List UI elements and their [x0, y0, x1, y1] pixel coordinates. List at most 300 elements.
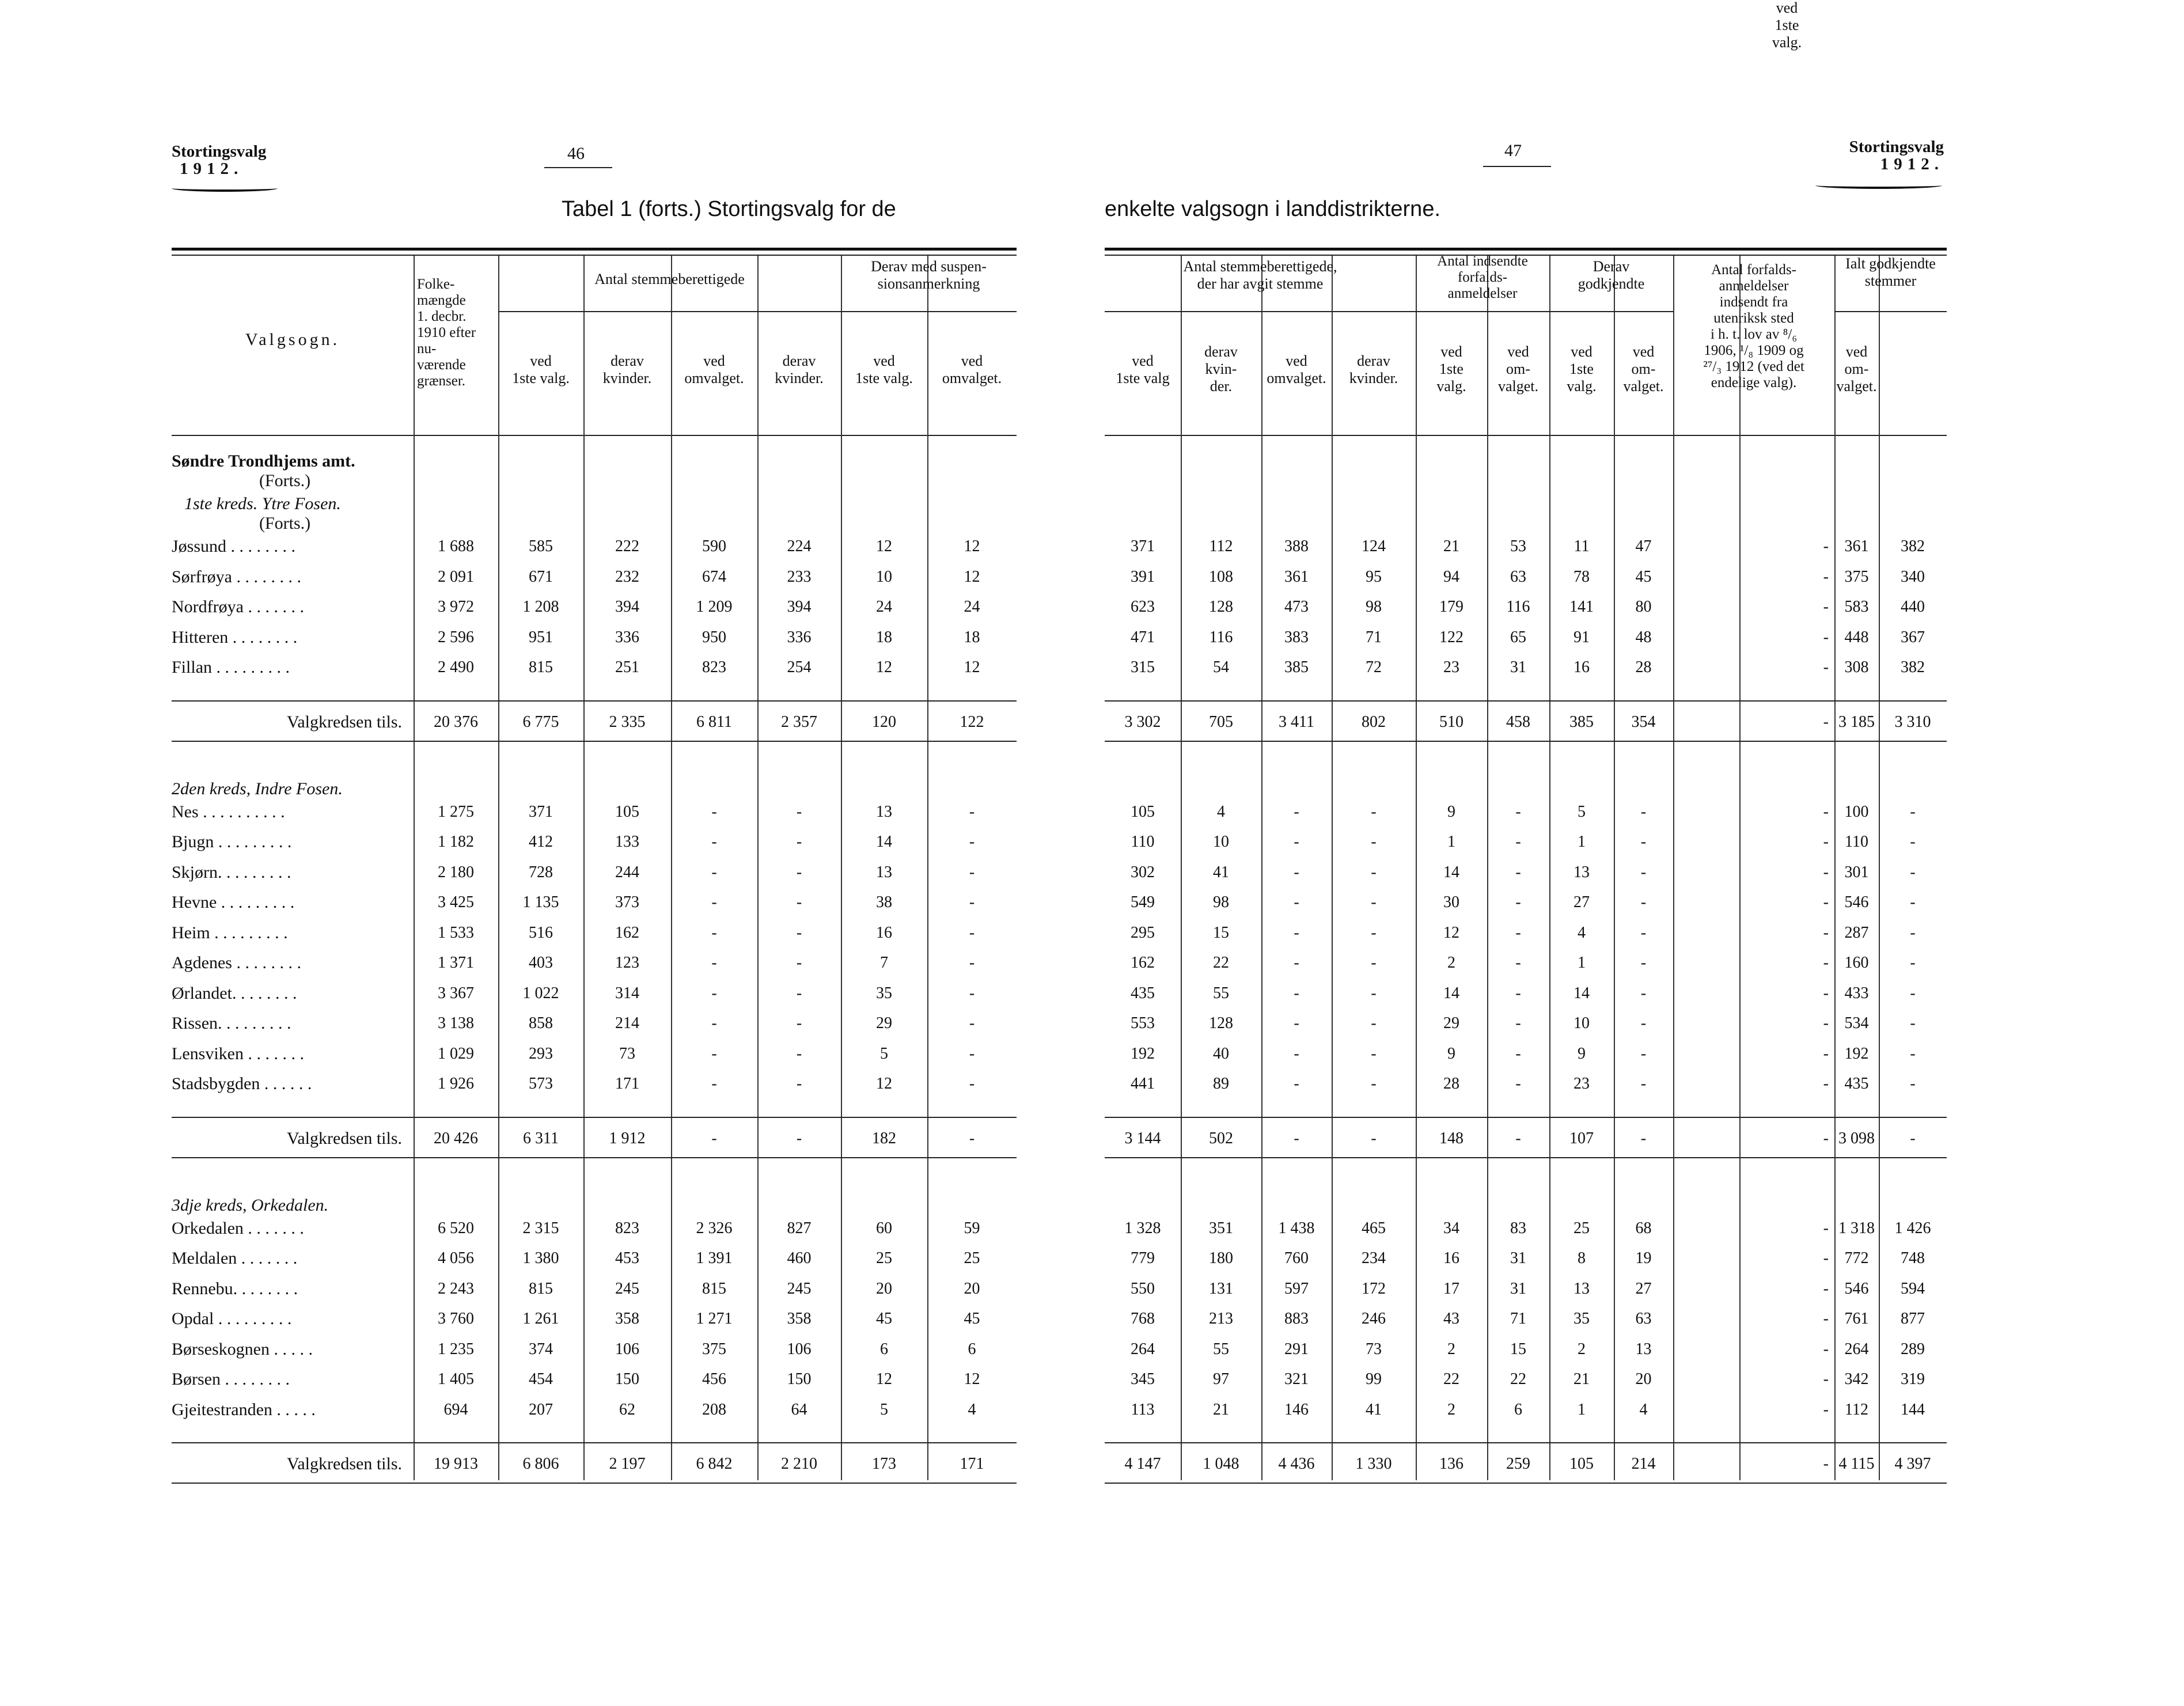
cell-left: 35: [876, 984, 892, 1002]
cell-right: 510: [1439, 712, 1463, 731]
cell-left: 62: [619, 1400, 635, 1419]
cell-left: 1 275: [438, 802, 474, 821]
section-end-rule-right: [1105, 741, 1947, 742]
cell-right: -: [1910, 893, 1916, 911]
cell-right: 144: [1901, 1400, 1925, 1419]
section-title: 2den kreds, Indre Fosen.: [172, 779, 343, 798]
cell-right: 264: [1131, 1340, 1155, 1358]
cell-right: 107: [1569, 1129, 1594, 1147]
cell-left: -: [796, 923, 802, 942]
cell-left: -: [969, 1075, 975, 1093]
cell-right: -: [1823, 833, 1829, 851]
cell-right: 15: [1213, 923, 1229, 942]
cell-left: 25: [964, 1249, 980, 1267]
cell-right: -: [1823, 1279, 1829, 1298]
cell-left: 18: [964, 628, 980, 646]
subtotal-rule-left: [172, 1117, 1017, 1118]
cell-right: 192: [1131, 1044, 1155, 1063]
cell-left: 73: [619, 1044, 635, 1063]
cell-left: 120: [872, 712, 896, 731]
cell-left: 29: [876, 1014, 892, 1032]
cell-right: 55: [1213, 1340, 1229, 1358]
cell-right: 1: [1578, 1400, 1586, 1419]
cell-left: 24: [876, 598, 892, 616]
cell-left: -: [711, 984, 717, 1002]
cell-left: 13: [876, 863, 892, 881]
valgsogn-name: Nordfrøya . . . . . . .: [172, 597, 304, 616]
cell-right: 802: [1362, 712, 1386, 731]
cell-left: 3 138: [438, 1014, 474, 1032]
cell-left: 1 235: [438, 1340, 474, 1358]
cell-right: -: [1294, 954, 1299, 972]
cell-right: -: [1371, 1044, 1377, 1063]
cell-left: 6: [968, 1340, 976, 1358]
cell-right: 246: [1362, 1310, 1386, 1328]
cell-right: 594: [1901, 1279, 1925, 1298]
header-right-col-7: ved om- valget.: [1623, 343, 1664, 395]
cell-left: -: [796, 893, 802, 911]
cell-left: 245: [787, 1279, 812, 1298]
cell-right: 546: [1844, 893, 1869, 911]
cell-right: 4 436: [1278, 1455, 1315, 1473]
cell-right: -: [1823, 598, 1829, 616]
cell-left: 222: [615, 537, 639, 555]
cell-right: 361: [1844, 537, 1869, 555]
cell-left: 105: [615, 802, 639, 821]
header-left-col-5: ved omvalget.: [942, 352, 1002, 386]
cell-right: -: [1640, 1044, 1647, 1063]
cell-left: 2 357: [781, 712, 817, 731]
cell-right: 342: [1844, 1370, 1869, 1388]
cell-right: -: [1823, 1129, 1829, 1147]
section-end-rule-right: [1105, 1483, 1947, 1484]
cell-right: 1 048: [1203, 1455, 1239, 1473]
cell-left: 4 056: [438, 1249, 474, 1267]
cell-left: 1 022: [522, 984, 559, 1002]
cell-left: 674: [702, 567, 726, 586]
cell-left: 358: [615, 1310, 639, 1328]
cell-right: 110: [1845, 833, 1868, 851]
cell-right: 65: [1510, 628, 1526, 646]
valgsogn-name: Bjugn . . . . . . . . .: [172, 832, 292, 851]
cell-right: 10: [1573, 1014, 1590, 1032]
cell-right: 761: [1844, 1310, 1869, 1328]
cell-right: -: [1823, 923, 1829, 942]
cell-left: 232: [615, 567, 639, 586]
cell-left: -: [711, 893, 717, 911]
cell-right: 112: [1845, 1400, 1868, 1419]
cell-right: 367: [1901, 628, 1925, 646]
valgsogn-name: Hitteren . . . . . . . .: [172, 627, 298, 647]
cell-right: 345: [1131, 1370, 1155, 1388]
cell-right: 4: [1578, 923, 1586, 942]
cell-right: 4: [1217, 802, 1225, 821]
valgsogn-name: Heim . . . . . . . . .: [172, 923, 288, 942]
cell-right: 55: [1213, 984, 1229, 1002]
rule-antal-avgit: [1105, 311, 1416, 312]
cell-right: 113: [1131, 1400, 1155, 1419]
cell-left: 3 972: [438, 598, 474, 616]
cell-left: 13: [876, 802, 892, 821]
section-subtitle: (Forts.): [259, 514, 311, 533]
cell-right: -: [1515, 954, 1521, 972]
cell-right: 748: [1901, 1249, 1925, 1267]
cell-left: 12: [876, 658, 892, 676]
table-title-left: Tabel 1 (forts.) Stortingsvalg for de: [562, 197, 896, 221]
cell-left: 1 533: [438, 923, 474, 942]
page-number-rule-right: [1483, 166, 1551, 167]
cell-left: 12: [964, 658, 980, 676]
cell-right: -: [1910, 863, 1916, 881]
cell-left: 150: [615, 1370, 639, 1388]
cell-right: 289: [1901, 1340, 1925, 1358]
cell-right: 440: [1901, 598, 1925, 616]
valgsogn-name: Agdenes . . . . . . . .: [172, 953, 301, 972]
total-label: Valgkredsen tils.: [287, 712, 402, 731]
cell-right: 371: [1131, 537, 1155, 555]
cell-right: 45: [1635, 567, 1652, 586]
cell-left: 171: [960, 1455, 984, 1473]
cell-right: -: [1515, 802, 1521, 821]
cell-left: 122: [960, 712, 984, 731]
cell-right: 3 098: [1838, 1129, 1875, 1147]
header-right-col-6: ved 1ste valg.: [1567, 343, 1597, 395]
section-end-rule-left: [172, 741, 1017, 742]
cell-left: 1 209: [696, 598, 733, 616]
cell-right: -: [1823, 1370, 1829, 1388]
cell-left: -: [711, 833, 717, 851]
cell-right: 319: [1901, 1370, 1925, 1388]
cell-right: 172: [1362, 1279, 1386, 1298]
header-bottom-rule-left: [172, 435, 1017, 436]
cell-right: -: [1823, 537, 1829, 555]
cell-right: 15: [1510, 1340, 1526, 1358]
header-derav-godkjendte: Derav godkjendte: [1578, 258, 1645, 292]
rule-suspension: [841, 311, 1017, 312]
section-title: 3dje kreds, Orkedalen.: [172, 1195, 329, 1215]
cell-right: 11: [1573, 537, 1590, 555]
cell-left: 45: [964, 1310, 980, 1328]
cell-right: 435: [1844, 1075, 1869, 1093]
cell-left: 10: [876, 567, 892, 586]
cell-right: -: [1910, 1014, 1916, 1032]
cell-right: 385: [1284, 658, 1309, 676]
cell-left: 106: [615, 1340, 639, 1358]
cell-left: 373: [615, 893, 639, 911]
cell-right: -: [1640, 833, 1647, 851]
cell-right: -: [1294, 1129, 1299, 1147]
running-head-underline-left: [172, 185, 278, 192]
cell-right: 21: [1213, 1400, 1229, 1419]
cell-right: 108: [1209, 567, 1233, 586]
cell-right: 31: [1510, 1249, 1526, 1267]
cell-left: 150: [787, 1370, 812, 1388]
cell-right: 105: [1569, 1455, 1594, 1473]
cell-right: 287: [1844, 923, 1869, 942]
subtotal-rule-right: [1105, 700, 1947, 702]
header-derav-suspension: Derav med suspen- sionsanmerkning: [871, 258, 987, 292]
section-title: 1ste kreds. Ytre Fosen.: [184, 494, 341, 513]
header-ialt-godkjendte: Ialt godkjendte stemmer: [1845, 255, 1936, 289]
cell-right: 315: [1131, 658, 1155, 676]
cell-right: 41: [1213, 863, 1229, 881]
cell-right: -: [1371, 893, 1377, 911]
cell-right: -: [1823, 1014, 1829, 1032]
cell-right: -: [1371, 1129, 1377, 1147]
cell-right: 148: [1439, 1129, 1463, 1147]
cell-right: 321: [1284, 1370, 1309, 1388]
cell-left: 1 135: [522, 893, 559, 911]
cell-left: 12: [876, 1075, 892, 1093]
cell-right: -: [1640, 863, 1647, 881]
cell-right: -: [1515, 893, 1521, 911]
cell-left: -: [711, 1014, 717, 1032]
cell-right: -: [1823, 712, 1829, 731]
cell-right: 14: [1443, 984, 1459, 1002]
cell-right: 10: [1213, 833, 1229, 851]
valgsogn-name: Orkedalen . . . . . . .: [172, 1218, 304, 1238]
cell-right: -: [1640, 1014, 1647, 1032]
cell-right: 141: [1569, 598, 1594, 616]
cell-right: 302: [1131, 863, 1155, 881]
cell-left: 823: [615, 1219, 639, 1237]
cell-left: 6 775: [522, 712, 559, 731]
cell-right: 4 115: [1838, 1455, 1875, 1473]
cell-right: 877: [1901, 1310, 1925, 1328]
cell-right: 27: [1573, 893, 1590, 911]
cell-left: 19 913: [434, 1455, 478, 1473]
cell-right: -: [1294, 802, 1299, 821]
cell-right: 473: [1284, 598, 1309, 616]
cell-right: -: [1294, 984, 1299, 1002]
cell-right: -: [1371, 1075, 1377, 1093]
cell-right: 30: [1443, 893, 1459, 911]
cell-left: -: [796, 1129, 802, 1147]
cell-right: 63: [1635, 1310, 1652, 1328]
cell-right: -: [1515, 833, 1521, 851]
cell-left: -: [969, 1014, 975, 1032]
cell-right: 192: [1844, 1044, 1869, 1063]
cell-right: 9: [1447, 1044, 1455, 1063]
cell-left: 18: [876, 628, 892, 646]
cell-left: 1 688: [438, 537, 474, 555]
cell-right: 291: [1284, 1340, 1309, 1358]
cell-right: 95: [1366, 567, 1382, 586]
cell-right: 31: [1510, 1279, 1526, 1298]
cell-right: 110: [1131, 833, 1155, 851]
cell-right: 883: [1284, 1310, 1309, 1328]
cell-right: 383: [1284, 628, 1309, 646]
cell-right: -: [1294, 1075, 1299, 1093]
top-thick-rule-left: [172, 248, 1017, 251]
cell-left: 162: [615, 923, 639, 942]
section-end-rule-right: [1105, 1157, 1947, 1158]
cell-left: 815: [529, 658, 553, 676]
cell-right: 1 438: [1278, 1219, 1315, 1237]
cell-left: 460: [787, 1249, 812, 1267]
cell-right: 53: [1510, 537, 1526, 555]
cell-right: -: [1823, 1219, 1829, 1237]
cell-right: 63: [1510, 567, 1526, 586]
cell-right: 351: [1209, 1219, 1233, 1237]
running-head-right: Stortingsvalg 1912.: [1849, 138, 1944, 173]
cell-right: 128: [1209, 1014, 1233, 1032]
cell-right: 502: [1209, 1129, 1233, 1147]
cell-right: 16: [1573, 658, 1590, 676]
cell-right: 448: [1844, 628, 1869, 646]
cell-right: 94: [1443, 567, 1459, 586]
cell-left: 254: [787, 658, 812, 676]
total-label: Valgkredsen tils.: [287, 1454, 402, 1473]
cell-right: 768: [1131, 1310, 1155, 1328]
cell-left: -: [711, 1129, 717, 1147]
cell-right: -: [1515, 923, 1521, 942]
cell-left: 12: [964, 1370, 980, 1388]
cell-right: 3 144: [1124, 1129, 1161, 1147]
cell-right: 471: [1131, 628, 1155, 646]
cell-left: 12: [964, 567, 980, 586]
page-number-left: 46: [567, 144, 585, 163]
cell-left: 1 261: [522, 1310, 559, 1328]
cell-left: 374: [529, 1340, 553, 1358]
cell-right: -: [1823, 863, 1829, 881]
cell-left: 208: [702, 1400, 726, 1419]
cell-right: -: [1823, 802, 1829, 821]
cell-left: 456: [702, 1370, 726, 1388]
cell-right: 17: [1443, 1279, 1459, 1298]
valgsogn-name: Nes . . . . . . . . . .: [172, 802, 285, 821]
cell-right: 146: [1284, 1400, 1309, 1419]
cell-right: 1: [1578, 833, 1586, 851]
header-left-col-3: derav kvinder.: [775, 352, 824, 386]
cell-left: -: [711, 1075, 717, 1093]
valgsogn-name: Hevne . . . . . . . . .: [172, 893, 295, 912]
cell-left: 585: [529, 537, 553, 555]
cell-right: 122: [1439, 628, 1463, 646]
cell-right: -: [1910, 1075, 1916, 1093]
cell-right: -: [1371, 923, 1377, 942]
cell-right: 433: [1844, 984, 1869, 1002]
cell-left: 1 380: [522, 1249, 559, 1267]
cell-right: 550: [1131, 1279, 1155, 1298]
cell-left: 45: [876, 1310, 892, 1328]
cell-left: 394: [615, 598, 639, 616]
cell-right: 124: [1362, 537, 1386, 555]
page-number-right: 47: [1504, 141, 1522, 160]
cell-left: 6 811: [696, 712, 732, 731]
cell-right: 465: [1362, 1219, 1386, 1237]
valgsogn-name: Opdal . . . . . . . . .: [172, 1309, 292, 1328]
cell-left: -: [711, 863, 717, 881]
header-left-col-4: ved 1ste valg.: [855, 352, 913, 386]
cell-right: 40: [1213, 1044, 1229, 1063]
cell-right: -: [1823, 1075, 1829, 1093]
cell-right: -: [1640, 1075, 1647, 1093]
cell-left: 24: [964, 598, 980, 616]
header-right-col-1: derav kvin- der.: [1204, 343, 1238, 395]
rule-ialt: [1834, 311, 1947, 312]
cell-right: 13: [1573, 1279, 1590, 1298]
cell-right: 19: [1635, 1249, 1652, 1267]
header-right-col-9: ved om- valget.: [1836, 343, 1877, 395]
cell-left: 453: [615, 1249, 639, 1267]
section-end-rule-left: [172, 1157, 1017, 1158]
cell-right: 100: [1844, 802, 1869, 821]
valgsogn-name: Gjeitestranden . . . . .: [172, 1400, 316, 1419]
total-label: Valgkredsen tils.: [287, 1128, 402, 1148]
cell-right: -: [1515, 1014, 1521, 1032]
cell-right: 31: [1510, 658, 1526, 676]
cell-right: -: [1371, 802, 1377, 821]
top-thick-rule-right: [1105, 248, 1947, 251]
cell-left: 6 806: [522, 1455, 559, 1473]
cell-left: 375: [702, 1340, 726, 1358]
cell-left: 694: [443, 1400, 468, 1419]
cell-left: 2 335: [609, 712, 646, 731]
cell-right: 1: [1447, 833, 1455, 851]
table-title-right: enkelte valgsogn i landdistrikterne.: [1105, 197, 1441, 221]
cell-right: 28: [1635, 658, 1652, 676]
header-left-col-0: ved 1ste valg.: [512, 352, 570, 386]
cell-left: 823: [702, 658, 726, 676]
cell-right: 105: [1131, 802, 1155, 821]
cell-right: 47: [1635, 537, 1652, 555]
cell-right: 382: [1901, 537, 1925, 555]
cell-right: 385: [1569, 712, 1594, 731]
cell-left: 2 210: [781, 1455, 817, 1473]
running-head-left: Stortingsvalg 1912.: [172, 142, 267, 178]
cell-right: 3 302: [1124, 712, 1161, 731]
cell-left: 38: [876, 893, 892, 911]
cell-left: 1 029: [438, 1044, 474, 1063]
cell-left: 2 197: [609, 1455, 646, 1473]
cell-right: -: [1640, 802, 1647, 821]
amt-heading-forts: (Forts.): [259, 471, 311, 490]
cell-left: 6 842: [696, 1455, 733, 1473]
header-right-col-2: ved omvalget.: [1267, 352, 1326, 386]
cell-right: -: [1823, 1455, 1829, 1473]
cell-right: 3 411: [1279, 712, 1314, 731]
cell-right: 25: [1573, 1219, 1590, 1237]
valgsogn-name: Børseskognen . . . . .: [172, 1339, 313, 1359]
header-right-col-8: ved 1ste valg.: [1772, 0, 1802, 51]
cell-right: 41: [1366, 1400, 1382, 1419]
cell-right: -: [1910, 833, 1916, 851]
cell-left: -: [796, 1044, 802, 1063]
cell-right: 34: [1443, 1219, 1459, 1237]
header-valgsogn: Valgsogn.: [245, 330, 340, 349]
cell-right: 78: [1573, 567, 1590, 586]
cell-left: 1 271: [696, 1310, 733, 1328]
cell-right: 441: [1131, 1075, 1155, 1093]
cell-left: 5: [880, 1400, 888, 1419]
cell-right: 361: [1284, 567, 1309, 586]
cell-right: -: [1823, 1400, 1829, 1419]
valgsogn-name: Jøssund . . . . . . . .: [172, 537, 296, 556]
cell-left: -: [969, 954, 975, 972]
cell-right: 4 397: [1894, 1455, 1931, 1473]
cell-right: -: [1640, 1129, 1647, 1147]
valgsogn-name: Stadsbygden . . . . . .: [172, 1074, 312, 1093]
rule-indsendte: [1416, 311, 1549, 312]
cell-left: 20: [964, 1279, 980, 1298]
cell-right: 128: [1209, 598, 1233, 616]
cell-right: 3 185: [1838, 712, 1875, 731]
cell-left: 214: [615, 1014, 639, 1032]
cell-left: 182: [872, 1129, 896, 1147]
cell-right: -: [1371, 984, 1377, 1002]
amt-heading: Søndre Trondhjems amt.: [172, 452, 355, 471]
